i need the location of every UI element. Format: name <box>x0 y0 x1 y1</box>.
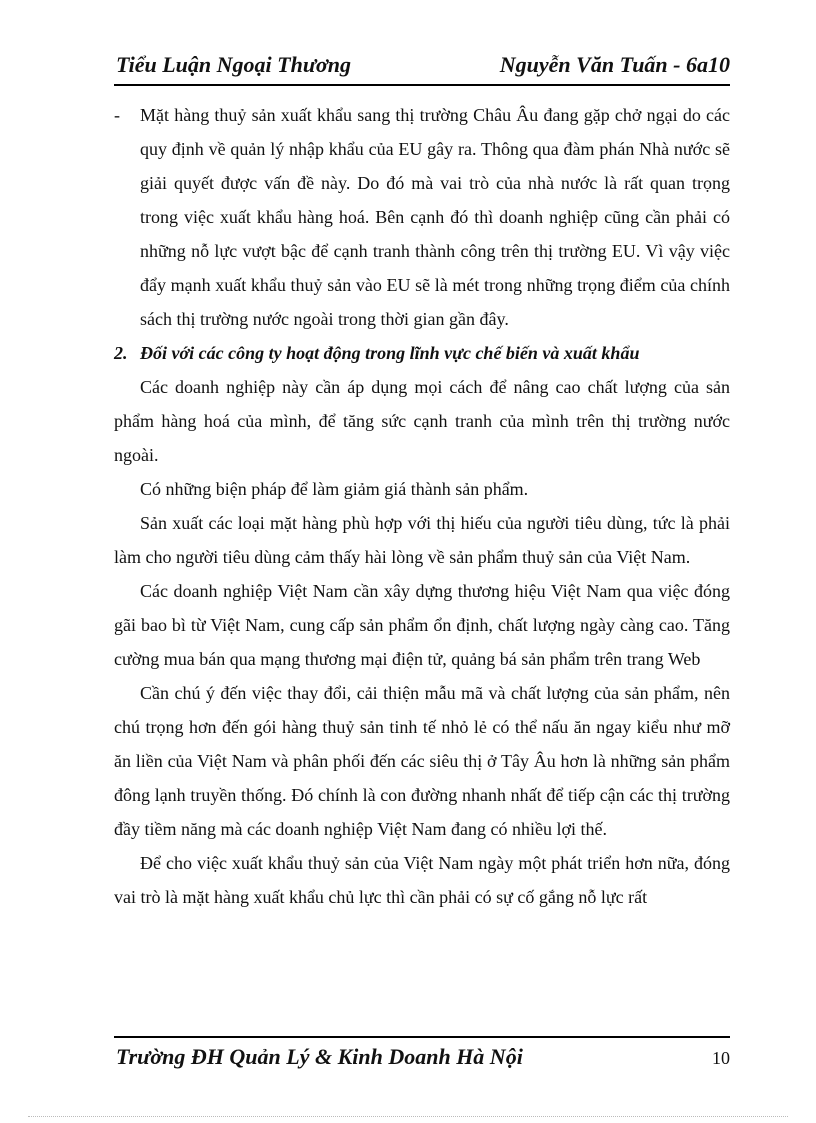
page-header <box>114 48 730 86</box>
page-footer <box>114 1036 730 1078</box>
header-author: Nguyễn Văn Tuấn - 6a10 <box>499 52 730 77</box>
paragraph-5: Cần chú ý đến việc thay đổi, cải thiện mẫu mã và chất lượng của sản phẩm, nên chú trọng hơn đến gói hàng thuỷ sản tinh tế nhỏ lẻ có thể nấu ăn ngay kiểu như mỡ ăn liền của Việt Nam và phân phối đến các siêu thị ở Tây Âu hơn là những sản phẩm đông lạnh truyền thống. Đó chính là con đường nhanh nhất để tiếp cận các thị trường đầy tiềm năng mà các doanh nghiệp Việt Nam đang có nhiều lợi thế. <box>114 683 730 839</box>
bullet-item <box>114 98 730 336</box>
section-heading <box>114 336 730 370</box>
paragraph-3: Sản xuất các loại mặt hàng phù hợp với thị hiếu của người tiêu dùng, tức là phải làm cho người tiêu dùng cảm thấy hài lòng về sản phẩm thuỷ sản của Việt Nam. <box>114 513 730 567</box>
section-number: 2. <box>114 343 128 363</box>
paragraph-6: Để cho việc xuất khẩu thuỷ sản của Việt Nam ngày một phát triển hơn nữa, đóng vai trò là mặt hàng xuất khẩu chủ lực thì cần phải có sự cố gắng nỗ lực rất <box>114 853 730 907</box>
paragraph-4: Các doanh nghiệp Việt Nam cần xây dựng thương hiệu Việt Nam qua việc đóng gãi bao bì từ Việt Nam, cung cấp sản phẩm ổn định, chất lượng ngày càng cao. Tăng cường mua bán qua mạng thương mại điện tử, quảng bá sản phẩm trên trang Web <box>114 581 730 669</box>
bullet-text: Mặt hàng thuỷ sản xuất khẩu sang thị trường Châu Âu đang gặp chở ngại do các quy định về quản lý nhập khẩu của EU gây ra. Thông qua đàm phán Nhà nước sẽ giải quyết được vấn đề này. Do đó mà vai trò của nhà nước là rất quan trọng trong việc xuất khẩu hàng hoá. Bên cạnh đó thì doanh nghiệp cũng cần phải có những nỗ lực vượt bậc để cạnh tranh thành công trên thị trường EU. Vì vậy việc đẩy mạnh xuất khẩu thuỷ sản vào EU sẽ là mét trong những trọng điểm của chính sách thị trường nước ngoài trong thời gian gần đây. <box>140 105 730 329</box>
page-number: 10 <box>712 1048 730 1068</box>
section-title: Đối với các công ty hoạt động trong lĩnh vực chế biến và xuất khẩu <box>140 343 640 363</box>
paragraph-2: Có những biện pháp để làm giảm giá thành sản phẩm. <box>140 479 529 499</box>
footer-school: Trường ĐH Quản Lý & Kinh Doanh Hà Nội <box>116 1044 523 1069</box>
bullet-marker: - <box>114 105 120 125</box>
paragraph-1: Các doanh nghiệp này cần áp dụng mọi cách để nâng cao chất lượng của sản phẩm hàng hoá của mình, để tăng sức cạnh tranh của mình trên thị trường nước ngoài. <box>114 377 730 465</box>
header-title: Tiểu Luận Ngoại Thương <box>116 52 352 77</box>
bottom-divider <box>28 1116 788 1117</box>
page-body <box>114 98 730 914</box>
